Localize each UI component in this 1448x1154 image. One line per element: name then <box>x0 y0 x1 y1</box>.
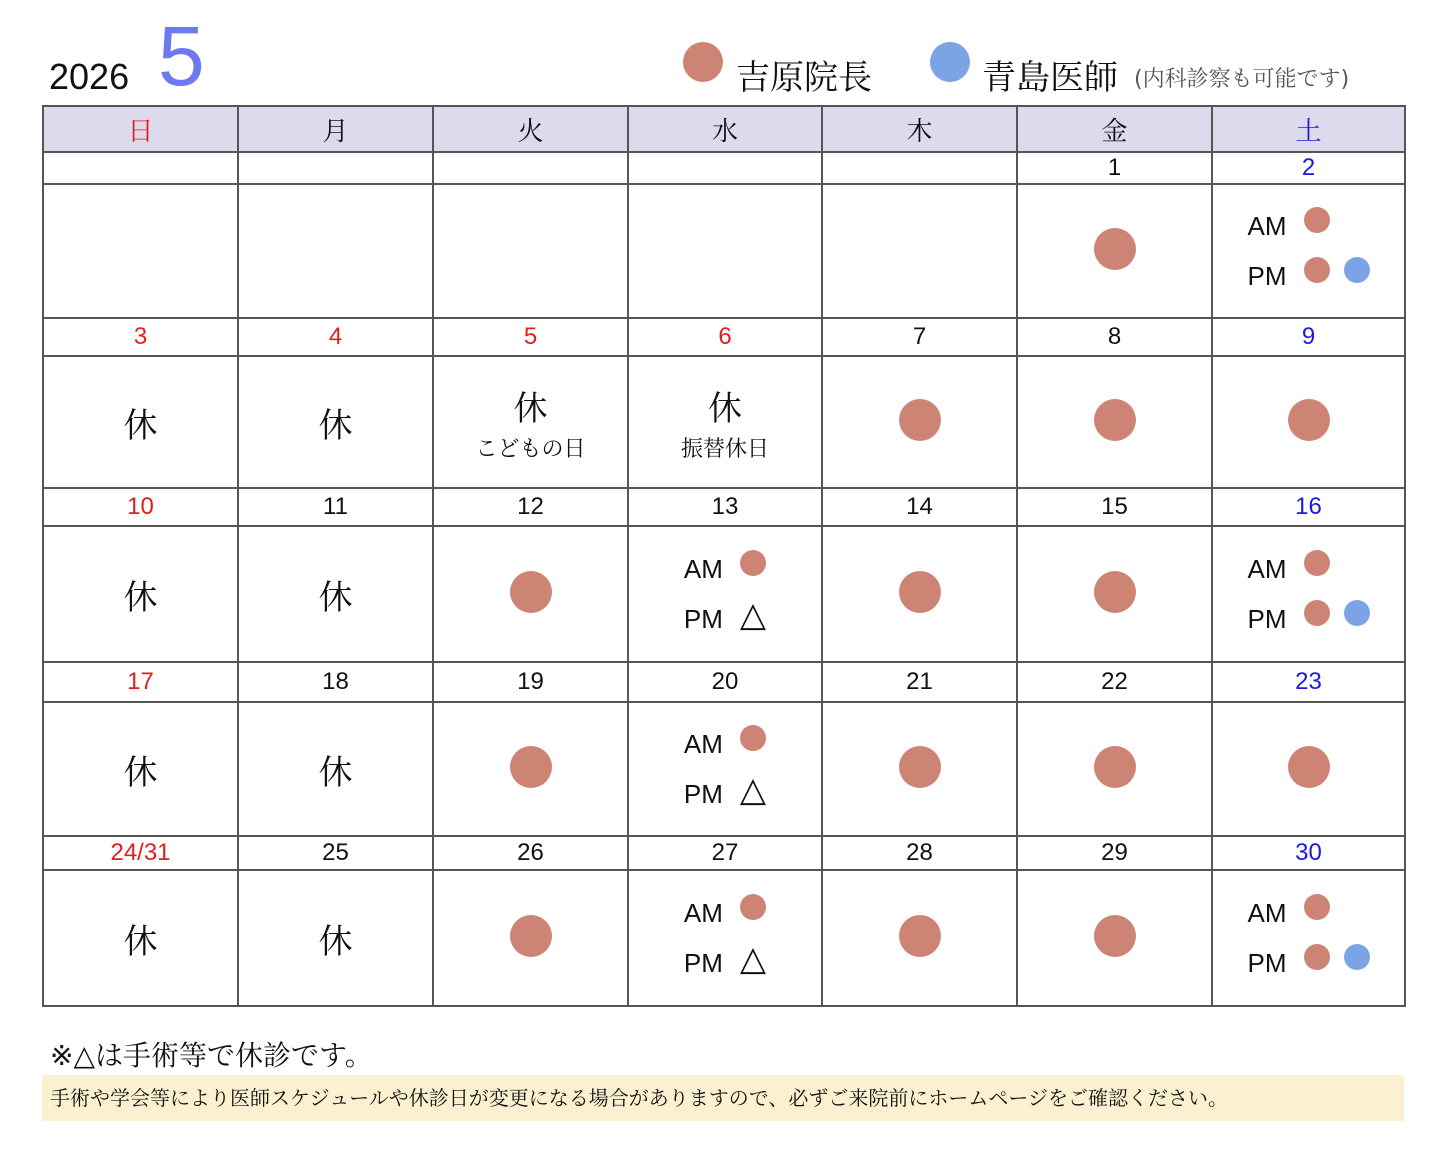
triangle-mark: △ <box>739 770 767 810</box>
schedule-cell <box>43 356 238 488</box>
yoshihara-dot <box>1304 600 1330 626</box>
calendar-month: 5 <box>158 9 205 103</box>
closed-mark: 休 <box>708 389 742 429</box>
am-pm-schedule <box>1248 201 1370 301</box>
schedule-cell <box>822 356 1017 488</box>
date-number-row <box>43 662 1405 702</box>
closed-mark: 休 <box>318 752 353 793</box>
closed-mark: 休 <box>513 389 548 429</box>
weekday-sun: 日 <box>43 106 238 152</box>
schedule-cell <box>822 870 1017 1006</box>
date-number <box>238 152 433 184</box>
schedule-cell <box>433 526 628 662</box>
date-number: 30 <box>1212 836 1405 870</box>
weekday-wed: 水 <box>628 106 822 152</box>
date-number: 12 <box>433 488 628 526</box>
date-number: 14 <box>822 488 1017 526</box>
yoshihara-dot <box>1094 571 1136 613</box>
closed-mark: 休 <box>123 405 158 446</box>
am-label: AM <box>1247 553 1287 584</box>
legend-dot-yoshihara <box>683 42 723 82</box>
schedule-cell <box>433 356 628 488</box>
yoshihara-dot <box>1304 257 1330 283</box>
date-number-row <box>43 152 1405 184</box>
schedule-cell <box>238 526 433 662</box>
yoshihara-dot <box>1288 746 1330 788</box>
schedule-cell <box>43 702 238 836</box>
schedule-row <box>43 526 1405 662</box>
schedule-cell <box>822 702 1017 836</box>
schedule-cell <box>43 526 238 662</box>
weekday-mon: 月 <box>238 106 433 152</box>
date-number <box>433 152 628 184</box>
holiday-name: 振替休日 <box>680 437 769 462</box>
schedule-cell <box>1017 184 1212 318</box>
date-number: 15 <box>1017 488 1212 526</box>
date-number <box>822 152 1017 184</box>
triangle-mark: △ <box>739 939 767 979</box>
yoshihara-dot <box>1094 915 1136 957</box>
date-number: 4 <box>238 318 433 356</box>
date-number: 26 <box>433 836 628 870</box>
date-number: 13 <box>628 488 822 526</box>
weekday-header-row <box>43 106 1405 152</box>
schedule-cell <box>1017 356 1212 488</box>
schedule-cell <box>43 184 238 318</box>
am-label: AM <box>1247 210 1287 241</box>
am-pm-schedule <box>684 544 766 644</box>
calendar-table <box>42 105 1406 1007</box>
schedule-cell <box>1017 526 1212 662</box>
aoshima-dot <box>1344 944 1370 970</box>
schedule-cell <box>1212 356 1405 488</box>
am-pm-schedule <box>684 888 766 988</box>
weekday-sat: 土 <box>1212 106 1405 152</box>
pm-label: PM <box>683 603 723 634</box>
date-number: 27 <box>628 836 822 870</box>
date-number: 1 <box>1017 152 1212 184</box>
schedule-cell <box>1017 870 1212 1006</box>
yoshihara-dot <box>1288 399 1330 441</box>
schedule-cell <box>822 526 1017 662</box>
schedule-notice-banner: 手術や学会等により医師スケジュールや休診日が変更になる場合がありますので、必ずご来院前にホームページをご確認ください。 <box>42 1075 1404 1121</box>
pm-label: PM <box>1247 603 1287 634</box>
date-number: 18 <box>238 662 433 702</box>
schedule-cell <box>238 702 433 836</box>
date-number: 10 <box>43 488 238 526</box>
date-number: 28 <box>822 836 1017 870</box>
schedule-cell <box>238 356 433 488</box>
yoshihara-dot <box>899 399 941 441</box>
yoshihara-dot <box>1304 550 1330 576</box>
date-number <box>43 152 238 184</box>
legend-label-aoshima: 青島医師 <box>982 58 1118 98</box>
am-label: AM <box>683 897 723 928</box>
date-number: 9 <box>1212 318 1405 356</box>
calendar-year: 2026 <box>49 56 130 97</box>
date-number: 6 <box>628 318 822 356</box>
pm-label: PM <box>1247 260 1287 291</box>
holiday-name: こどもの日 <box>475 437 586 462</box>
am-label: AM <box>683 553 723 584</box>
closed-mark: 休 <box>123 577 158 618</box>
date-number: 8 <box>1017 318 1212 356</box>
aoshima-dot <box>1344 600 1370 626</box>
yoshihara-dot <box>1094 399 1136 441</box>
schedule-cell <box>1212 184 1405 318</box>
date-number: 24/31 <box>43 836 238 870</box>
weekday-fri: 金 <box>1017 106 1212 152</box>
am-pm-schedule <box>684 719 766 819</box>
legend-label-yoshihara: 吉原院長 <box>736 58 872 98</box>
date-number-row <box>43 836 1405 870</box>
date-number <box>628 152 822 184</box>
yoshihara-dot <box>1094 746 1136 788</box>
schedule-cell <box>628 526 822 662</box>
schedule-cell <box>628 870 822 1006</box>
yoshihara-dot <box>1304 944 1330 970</box>
schedule-cell <box>433 184 628 318</box>
yoshihara-dot <box>1094 228 1136 270</box>
schedule-cell <box>433 870 628 1006</box>
schedule-cell <box>628 356 822 488</box>
yoshihara-dot <box>899 915 941 957</box>
schedule-row <box>43 702 1405 836</box>
schedule-row <box>43 356 1405 488</box>
closed-mark: 休 <box>318 921 353 962</box>
date-number: 23 <box>1212 662 1405 702</box>
aoshima-dot <box>1344 257 1370 283</box>
date-number: 22 <box>1017 662 1212 702</box>
schedule-row <box>43 870 1405 1006</box>
am-label: AM <box>1247 897 1287 928</box>
legend-dot-aoshima <box>930 42 970 82</box>
date-number: 2 <box>1212 152 1405 184</box>
yoshihara-dot <box>740 725 766 751</box>
schedule-row <box>43 184 1405 318</box>
schedule-cell <box>1017 702 1212 836</box>
date-number: 20 <box>628 662 822 702</box>
schedule-cell <box>822 184 1017 318</box>
yoshihara-dot <box>899 571 941 613</box>
pm-label: PM <box>683 947 723 978</box>
date-number-row <box>43 318 1405 356</box>
triangle-mark: △ <box>739 595 767 635</box>
schedule-cell <box>1212 526 1405 662</box>
closed-mark: 休 <box>123 921 158 962</box>
schedule-cell <box>628 184 822 318</box>
date-number-row <box>43 488 1405 526</box>
triangle-note: ※△は手術等で休診です。 <box>50 1039 373 1072</box>
yoshihara-dot <box>510 571 552 613</box>
date-number: 3 <box>43 318 238 356</box>
date-number: 19 <box>433 662 628 702</box>
yoshihara-dot <box>510 915 552 957</box>
date-number: 25 <box>238 836 433 870</box>
yoshihara-dot <box>899 746 941 788</box>
date-number: 11 <box>238 488 433 526</box>
schedule-cell <box>238 184 433 318</box>
schedule-cell <box>238 870 433 1006</box>
schedule-cell <box>43 870 238 1006</box>
yoshihara-dot <box>1304 894 1330 920</box>
date-number: 16 <box>1212 488 1405 526</box>
date-number: 21 <box>822 662 1017 702</box>
schedule-cell <box>628 702 822 836</box>
am-pm-schedule <box>1248 544 1370 644</box>
closed-mark: 休 <box>123 752 158 793</box>
weekday-thu: 木 <box>822 106 1017 152</box>
am-pm-schedule <box>1248 888 1370 988</box>
date-number: 17 <box>43 662 238 702</box>
am-label: AM <box>683 728 723 759</box>
schedule-cell <box>433 702 628 836</box>
closed-mark: 休 <box>318 577 353 618</box>
schedule-cell <box>1212 870 1405 1006</box>
closed-mark: 休 <box>318 405 353 446</box>
yoshihara-dot <box>740 894 766 920</box>
pm-label: PM <box>1247 947 1287 978</box>
yoshihara-dot <box>740 550 766 576</box>
date-number: 5 <box>433 318 628 356</box>
date-number: 29 <box>1017 836 1212 870</box>
schedule-cell <box>1212 702 1405 836</box>
yoshihara-dot <box>1304 207 1330 233</box>
pm-label: PM <box>683 778 723 809</box>
date-number: 7 <box>822 318 1017 356</box>
weekday-tue: 火 <box>433 106 628 152</box>
legend-note-aoshima: (内科診察も可能です) <box>1134 67 1350 92</box>
yoshihara-dot <box>510 746 552 788</box>
